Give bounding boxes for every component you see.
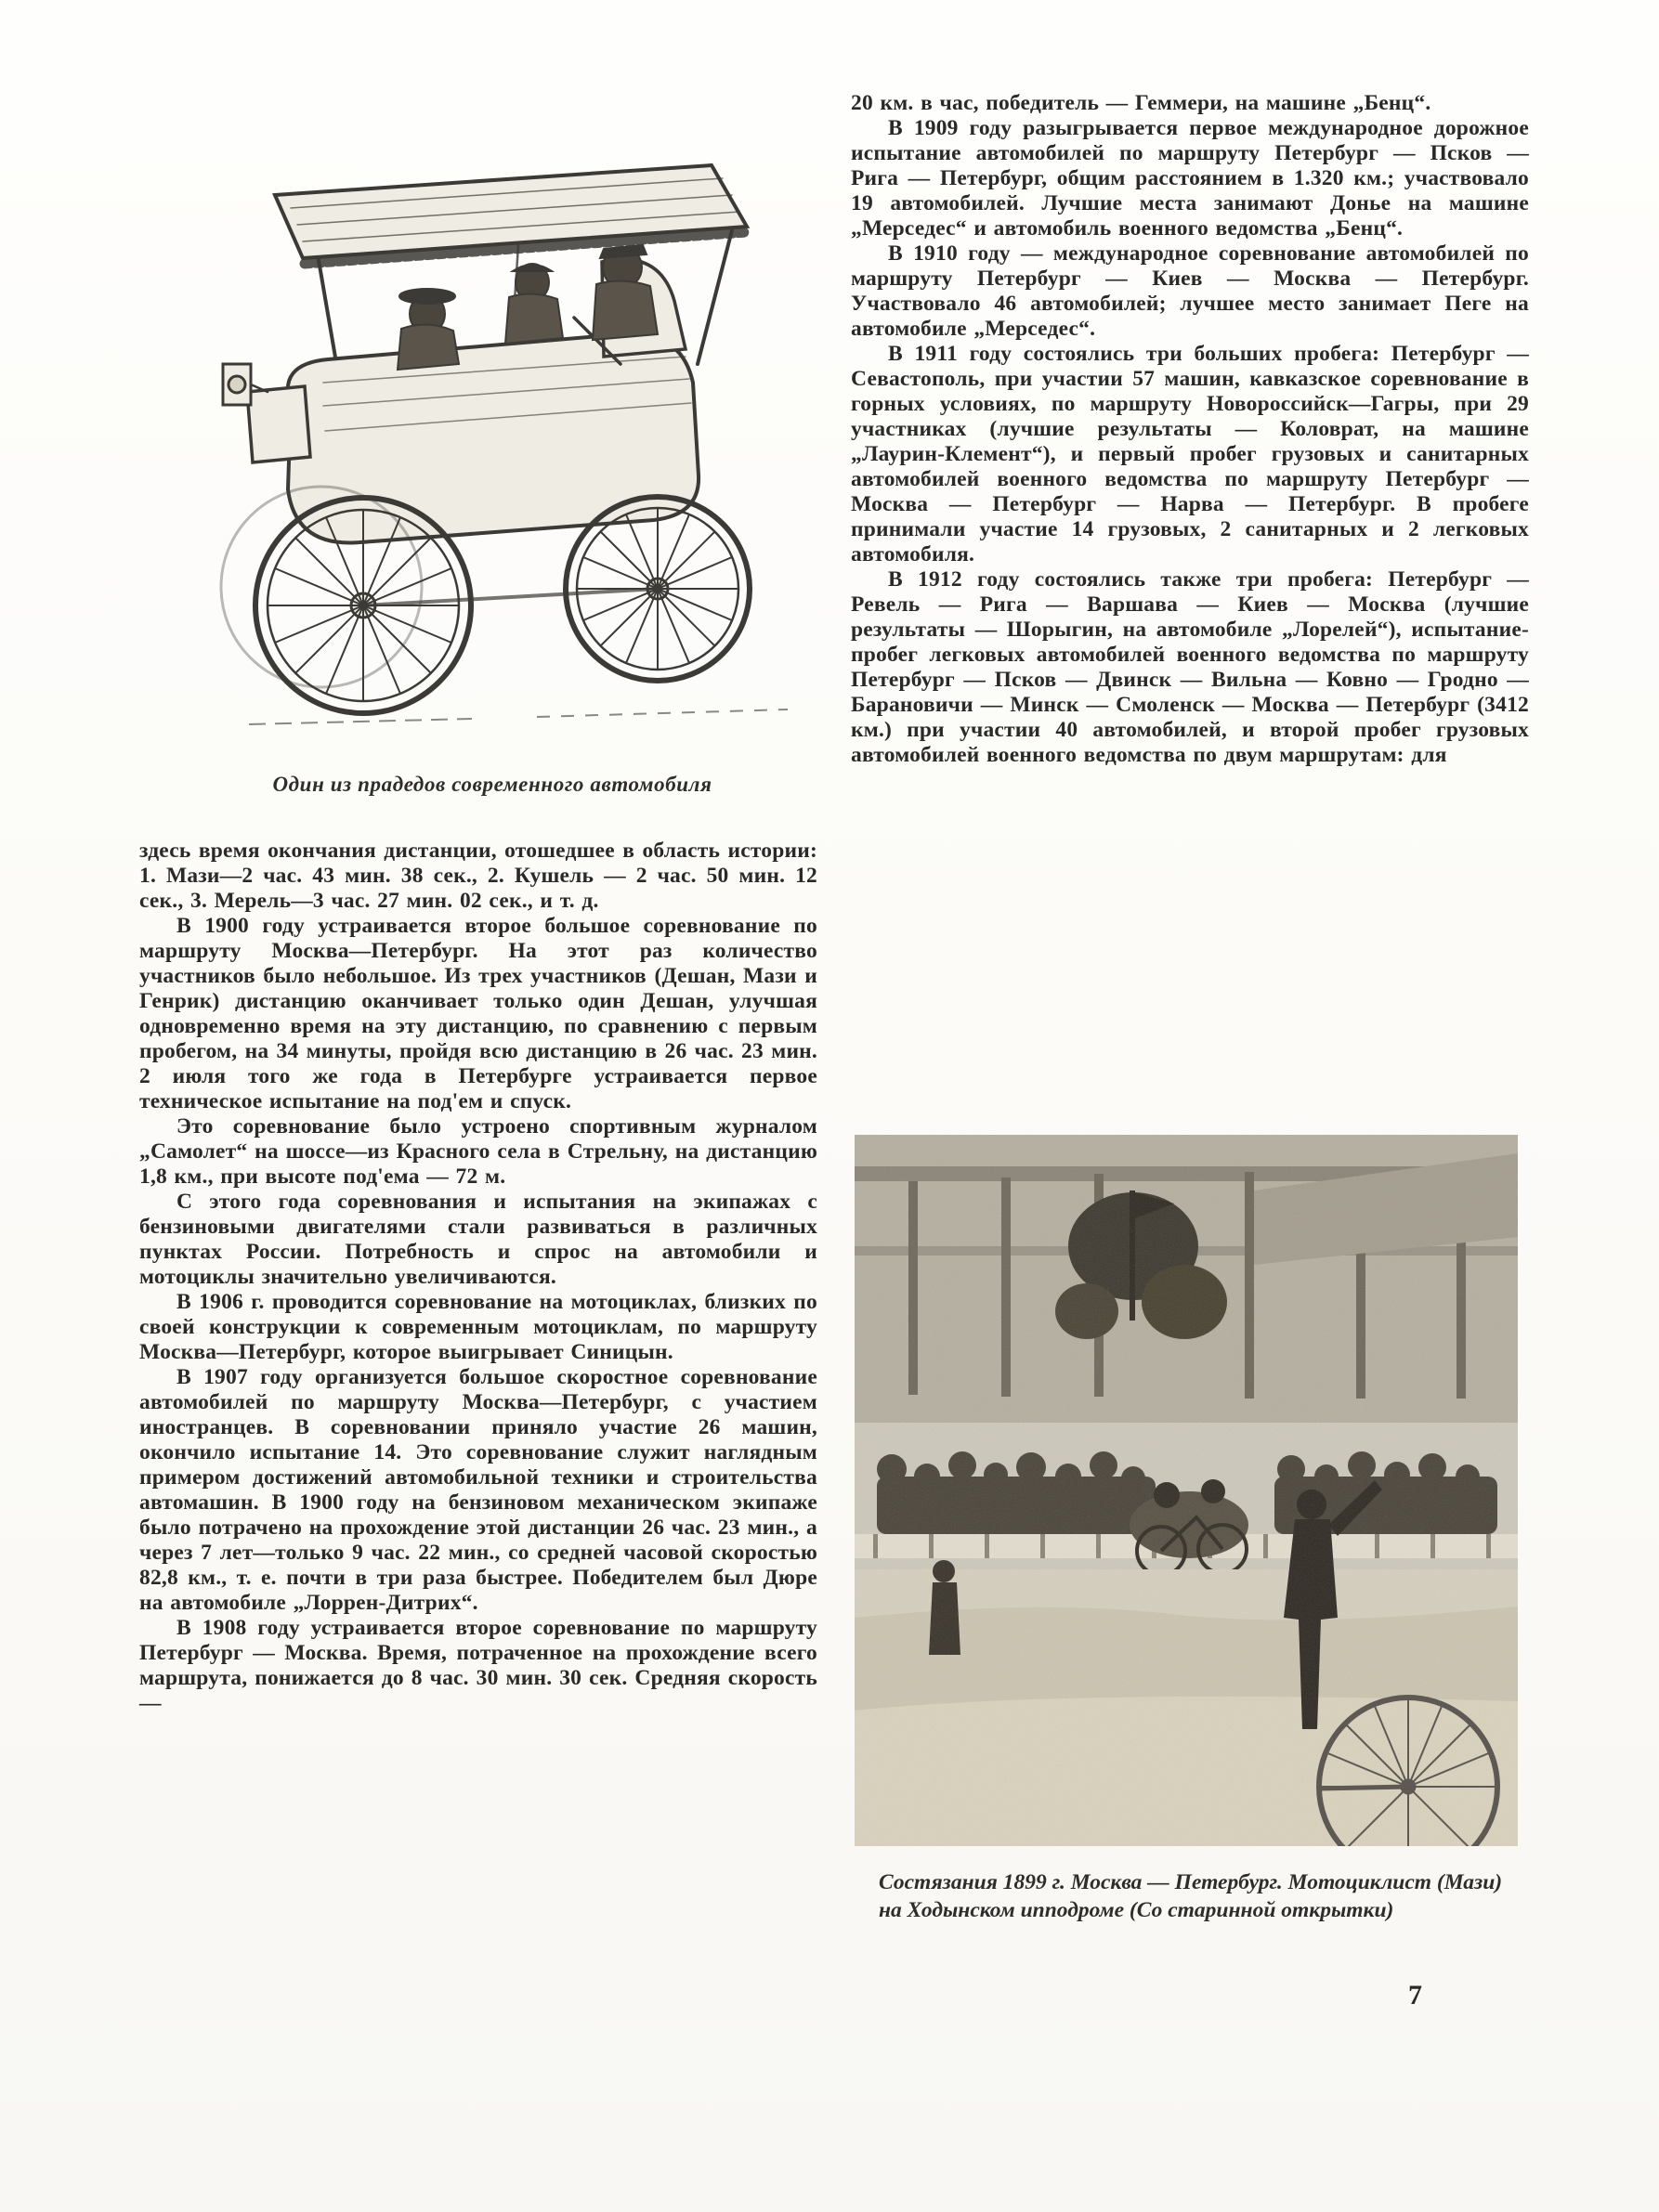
car-illustration <box>137 85 871 749</box>
paragraph: В 1911 году состоялись три больших пробега: Петербург — Севастополь, при участии 57 машин, кавказское соревнование в горных условиях, по маршруту Новороссийск—Гагры, при 29 участниках (лучшие результаты — Коловрат, на машине „Лаурин-Клемент“), и первый пробег грузовых и санитарных автомобилей военного ведомства по маршруту Петербург — Москва — Петербург — Нарва — Петербург. В пробеге принимали участие 14 грузовых, 2 санитарных и 2 легковых автомобиля. <box>851 342 1529 566</box>
car-caption: Один из прадедов современного автомобиля <box>272 773 712 796</box>
car-figure <box>137 85 871 749</box>
race-photo <box>855 1135 1518 1846</box>
paragraph: В 1907 году организуется большое скоростное соревнование автомобилей по маршруту Москва—Петербург, с участием иностранцев. В соревновании приняло участие 26 машин, окончило испытание 14. Это соревнование служит наглядным примером достижений автомобильной техники и строительства автомашин. В 1900 году на бензиновом механическом экипаже было потрачено на прохождение этой дистанции 26 час. 23 мин., а через 7 лет—только 9 час. 22 мин., со средней часовой скоростью 82,8 км., т. е. почти в три раза быстрее. Победителем был Дюре на автомобиле „Лоррен-Дитрих“. <box>139 1365 817 1615</box>
paragraph: Это соревнование было устроено спортивным журналом „Самолет“ на шоссе—из Красного села в Стрельну, на дистанцию 1,8 км., при высоте под'ема — 72 м. <box>139 1114 817 1189</box>
paragraph: здесь время окончания дистанции, отошедшее в область истории: 1. Мази—2 час. 43 мин. 38 сек., 2. Кушель — 2 час. 50 мин. 12 сек., 3. Мерель—3 час. 27 мин. 02 сек., и т. д. <box>139 839 817 913</box>
paragraph: С этого года соревнования и испытания на экипажах с бензиновыми двигателями стали развиваться в различных пунктах России. Потребность и спрос на автомобили и мотоциклы значительно увеличиваются. <box>139 1190 817 1289</box>
paragraph: 20 км. в час, победитель — Геммери, на машине „Бенц“. <box>851 91 1431 115</box>
photo-caption: Состязания 1899 г. Москва — Петербург. Мотоциклист (Мази) на Ходынском ипподроме (Со старинной открытки) <box>879 1870 1503 1922</box>
left-column <box>139 839 817 1716</box>
paragraph: В 1906 г. проводится соревнование на мотоциклах, близких по своей конструкции к современным мотоциклам, по маршруту Москва—Петербург, которое выигрывает Синицын. <box>139 1290 817 1364</box>
paragraph: В 1910 году — международное соревнование автомобилей по маршруту Петербург — Киев — Москва — Петербург. Участвовало 46 автомобилей; лучшее место занимает Пеге на автомобиле „Мерседес“. <box>851 241 1529 341</box>
paragraph: В 1908 году устраивается второе соревнование по маршруту Петербург — Москва. Время, потраченное на прохождение всего маршрута, понижается до 8 час. 30 мин. 30 сек. Средняя скорость— <box>139 1616 817 1715</box>
page-number: 7 <box>1408 1980 1422 2010</box>
paragraph: В 1909 году разыгрывается первое международное дорожное испытание автомобилей по маршруту Петербург — Псков — Рига — Петербург, общим расстоянием в 1.320 км.; участвовало 19 автомобилей. Лучшие места занимают Донье на машине „Мерседес“ и автомобиль военного ведомства „Бенц“. <box>851 116 1529 241</box>
right-column <box>851 91 1529 768</box>
photo-figure <box>855 1135 1518 1846</box>
paragraph: В 1900 году устраивается второе большое соревнование по маршруту Москва—Петербург. На этот раз количество участников было небольшое. Из трех участников (Дешан, Мази и Генрик) дистанцию оканчивает только один Дешан, улучшая одновременно время на эту дистанцию, по сравнению с первым пробегом, на 34 минуты, пройдя всю дистанцию в 26 час. 23 мин. 2 июля того же года в Петербурге устраивается первое техническое испытание на под'ем и спуск. <box>139 914 817 1113</box>
paragraph: В 1912 году состоялись также три пробега: Петербург — Ревель — Рига — Варшава — Киев — Москва (лучшие результаты — Шорыгин, на автомобиле „Лорелей“), испытание-пробег легковых автомобилей военного ведомства по маршруту Петербург — Псков — Двинск — Вильна — Ковно — Гродно — Барановичи — Минск — Смоленск — Москва — Петербург (3412 км.) при участии 40 автомобилей, и второй пробег грузовых автомобилей военного ведомства по двум маршрутам: для <box>851 567 1529 767</box>
